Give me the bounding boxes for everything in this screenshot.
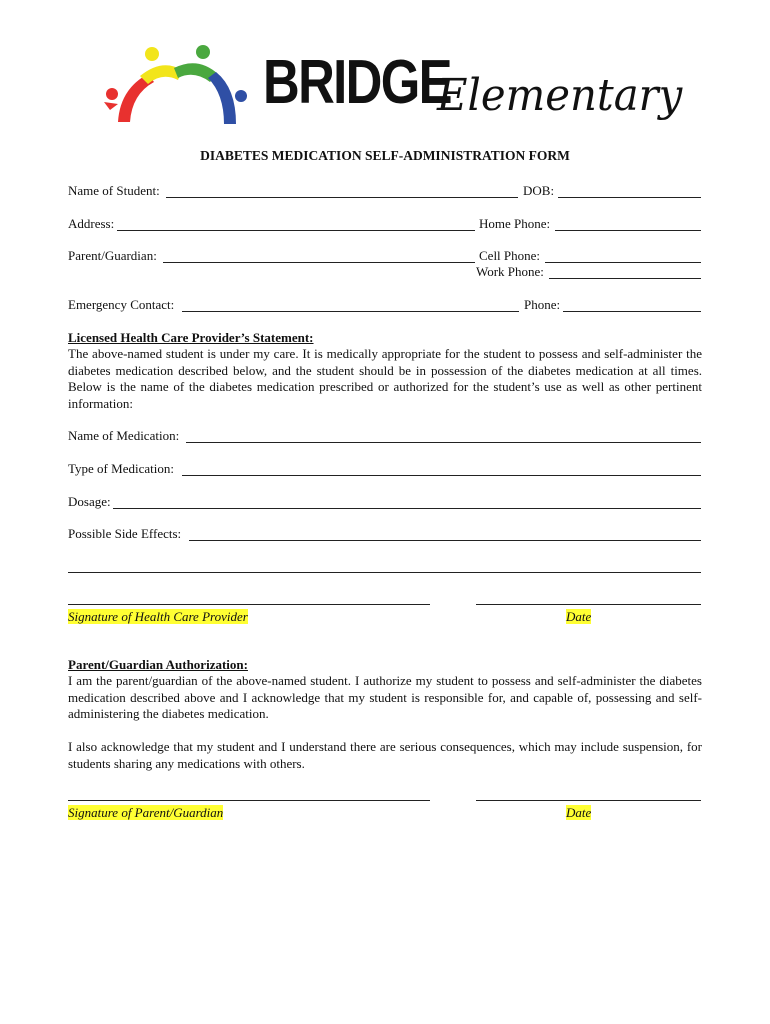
med-type-label: Type of Medication: bbox=[68, 461, 174, 476]
side-effects-extra-line[interactable] bbox=[68, 558, 701, 573]
address-field[interactable] bbox=[117, 216, 475, 231]
parent-ack-text: I also acknowledge that my student and I understand there are serious consequences, which may include suspension, for students sharing any medications with others. bbox=[68, 739, 702, 771]
parent-label: Parent/Guardian: bbox=[68, 248, 157, 263]
parent-auth-text: I am the parent/guardian of the above-named student. I authorize my student to possess and self-administer the diabetes medication described above and I acknowledge that my student is responsible for, and capable of, possessing and self-administering the diabetes medication. bbox=[68, 673, 702, 721]
work-phone-field[interactable] bbox=[549, 264, 701, 279]
med-type-field[interactable] bbox=[182, 461, 701, 476]
med-name-field[interactable] bbox=[186, 428, 701, 443]
parent-signature-text: Signature of Parent/Guardian bbox=[68, 805, 224, 820]
phone-field[interactable] bbox=[563, 297, 701, 312]
logo-brand-text: BRIDGE bbox=[263, 48, 451, 117]
parent-date-field[interactable] bbox=[476, 786, 701, 801]
red-figure-arm bbox=[104, 102, 118, 110]
parent-date-label bbox=[566, 805, 591, 820]
provider-signature-label bbox=[68, 609, 248, 624]
side-effects-label: Possible Side Effects: bbox=[68, 526, 182, 541]
green-figure-head bbox=[196, 45, 210, 59]
red-figure-head bbox=[106, 88, 118, 100]
phone-label: Phone: bbox=[524, 297, 561, 312]
provider-date-field[interactable] bbox=[476, 590, 701, 605]
parent-field[interactable] bbox=[163, 248, 475, 263]
student-name-label: Name of Student: bbox=[68, 183, 160, 198]
cell-phone-label: Cell Phone: bbox=[479, 248, 541, 263]
address-label: Address: bbox=[68, 216, 115, 231]
side-effects-field[interactable] bbox=[189, 526, 701, 541]
form-title: DIABETES MEDICATION SELF-ADMINISTRATION FORM bbox=[200, 148, 570, 163]
provider-heading: Licensed Health Care Provider’s Statement: bbox=[68, 330, 314, 345]
provider-date-label bbox=[566, 609, 591, 624]
yellow-figure-head bbox=[145, 47, 159, 61]
bridge-figures-icon bbox=[100, 44, 260, 134]
med-name-label: Name of Medication: bbox=[68, 428, 180, 443]
emergency-contact-label: Emergency Contact: bbox=[68, 297, 175, 312]
emergency-contact-field[interactable] bbox=[182, 297, 519, 312]
blue-figure-head bbox=[235, 90, 247, 102]
work-phone-label: Work Phone: bbox=[476, 264, 544, 279]
school-logo bbox=[100, 40, 683, 145]
dosage-field[interactable] bbox=[113, 494, 701, 509]
logo-sub-text: Elementary bbox=[437, 70, 683, 121]
cell-phone-field[interactable] bbox=[545, 248, 701, 263]
dob-label: DOB: bbox=[523, 183, 555, 198]
parent-signature-label bbox=[68, 805, 223, 820]
dosage-label: Dosage: bbox=[68, 494, 111, 509]
home-phone-label: Home Phone: bbox=[479, 216, 551, 231]
parent-signature-field[interactable] bbox=[68, 786, 430, 801]
provider-signature-text: Signature of Health Care Provider bbox=[68, 609, 248, 624]
provider-signature-field[interactable] bbox=[68, 590, 430, 605]
dob-field[interactable] bbox=[558, 183, 701, 198]
provider-date-text: Date bbox=[566, 609, 592, 624]
student-name-field[interactable] bbox=[166, 183, 518, 198]
parent-date-text: Date bbox=[566, 805, 592, 820]
home-phone-field[interactable] bbox=[555, 216, 701, 231]
blue-figure-body bbox=[208, 72, 236, 124]
provider-statement: The above-named student is under my care. It is medically appropriate for the student to possess and self-administer the diabetes medication described below, and the student should be in possession of the diabetes medication at all times. Below is the name of the diabetes medication prescribed or authorized for the student’s use as well as other pertinent information: bbox=[68, 346, 702, 411]
parent-auth-heading: Parent/Guardian Authorization: bbox=[68, 657, 248, 672]
